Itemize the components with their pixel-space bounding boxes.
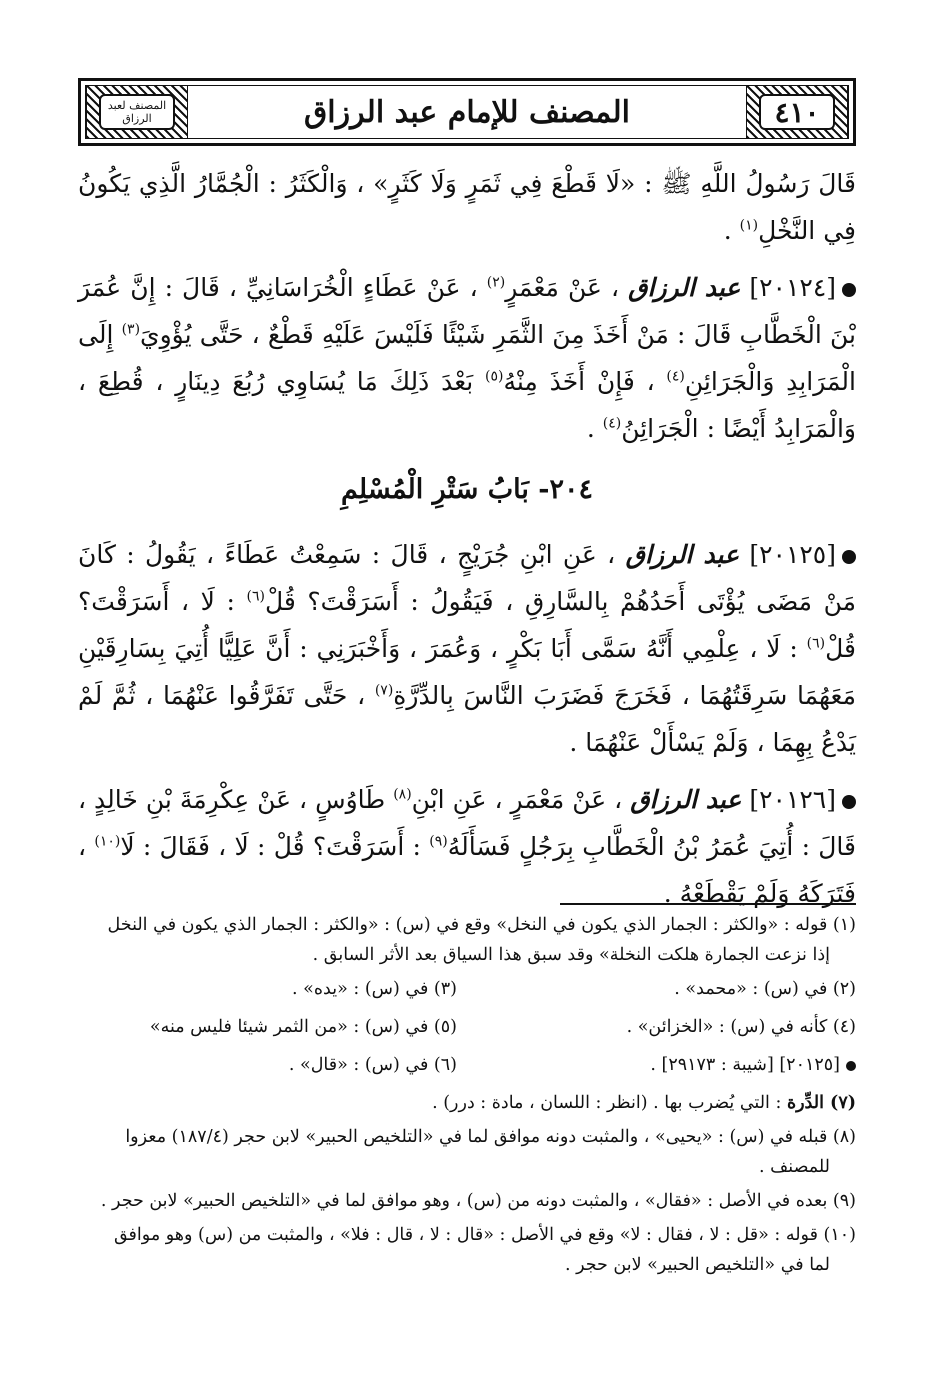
bullet-icon	[846, 1061, 856, 1071]
author-name: عبد الرزاق	[628, 273, 741, 302]
footnote-ref[interactable]: (٦)	[246, 588, 265, 605]
hadith-20126: [٢٠١٢٦] عبد الرزاق ، عَنْ مَعْمَرٍ ، عَنِ ابْنِ$^{(٨)}$ طَاوُسٍ ، عَنْ عِكْرِمَةَ بْنِ خَالِدٍ ، قَالَ : أُتِيَ عُمَرُ بْنُ الْخَطَّابِ بِرَجُلٍ فَسَأَلَهُ$^{(٩)}$ : أَسَرَقْتَ؟ قُلْ : لَا ، فَقَالَ : لَا$^{(١٠)}$ ، فَتَرَكَهُ وَلَمْ يَقْطَعْهُ .	[78, 785, 856, 908]
footnote-ref[interactable]: (١٠)	[94, 833, 121, 850]
footnote-ref[interactable]: (٣)	[121, 321, 141, 338]
page-header	[78, 78, 856, 146]
footnotes	[78, 910, 856, 1284]
footnote-1: (١) قوله : «والكثر : الجمار الذي يكون في النخل» وقع في (س) : «والكثر : الجمار الذي يكون في النخل إذا نزعت الجمارة هلكت النخلة» وقد سبق هذا السياق بعد الأثر السابق .	[107, 915, 856, 965]
hadith-20124: [٢٠١٢٤] عبد الرزاق ، عَنْ مَعْمَرٍ$^{(٢)}$ ، عَنْ عَطَاءٍ الْخُرَاسَانِيِّ ، قَالَ : إِنَّ عُمَرَ بْنَ الْخَطَّابِ قَالَ : مَنْ أَخَذَ مِنَ الثَّمَرِ شَيْئًا فَلَيْسَ عَلَيْهِ قَطْعٌ ، حَتَّى يُؤْوِيَ$^{(٣)}$ إِلَى الْمَرَابِدِ وَالْجَرَائِنِ$^{(٤)}$ ، فَإِنْ أَخَذَ مِنْهُ$^{(٥)}$ بَعْدَ ذَلِكَ مَا يُسَاوِي رُبُعَ دِينَارٍ ، قُطِعَ ، وَالْمَرَابِدُ أَيْضًا : الْجَرَائِنُ$^{(٤)}$ .	[78, 273, 856, 443]
author-name: عبد الرزاق	[630, 785, 742, 814]
footnote-divider	[560, 903, 856, 905]
footnote-5: (٥) في (س) : «من الثمر شيئا فليس منه»	[149, 1017, 457, 1037]
page-number-box	[759, 94, 835, 130]
footnote-ref[interactable]: (٥)	[485, 368, 504, 385]
author-name: عبد الرزاق	[625, 540, 739, 569]
footnote-ref[interactable]: (٧)	[374, 682, 394, 699]
footnote-8: (٨) قبله في (س) : «يحيى» ، والمثبت دونه موافق لما في «التلخيص الحبير» لابن حجر (١٨٧/٤) معزوا للمصنف .	[125, 1127, 856, 1177]
ornament-left	[86, 86, 188, 138]
ornament-right	[746, 86, 848, 138]
hadith-number: [٢٠١٢٤]	[749, 273, 837, 302]
header-frame	[85, 85, 849, 139]
bullet-icon	[842, 795, 856, 809]
hadith-number: [٢٠١٢٦]	[749, 785, 836, 814]
footnote-ref[interactable]: (٨)	[393, 786, 412, 803]
footnote-ref[interactable]: (٩)	[429, 833, 448, 850]
bullet-icon	[842, 283, 856, 297]
footnote-7: (٧) الدِّرة : التي يُضرب بها . (انظر : اللسان ، مادة : درر) .	[432, 1093, 856, 1113]
footnote-ref[interactable]: (٤)	[602, 415, 622, 432]
footnote-ref[interactable]: (٤)	[666, 368, 685, 385]
footnote-ref[interactable]: (٢)	[486, 274, 506, 291]
main-text	[78, 160, 856, 927]
footnote-row-2-3	[78, 974, 856, 1004]
paragraph-intro: قَالَ رَسُولُ اللَّهِ ﷺ : «لَا قَطْعَ فِي ثَمَرٍ وَلَا كَثَرٍ» ، وَالْكَثَرُ : الْجُمَّارُ الَّذِي يَكُونُ فِي النَّخْلِ$^{(١)}$ .	[78, 169, 856, 245]
footnote-ref[interactable]: (٦)	[806, 635, 826, 652]
footnote-10: (١٠) قوله : «قل : لا ، فقال : لا» وقع في الأصل : «قال : لا ، قال : فلا» ، والمثبت من (س) وهو موافق لما في «التلخيص الحبير» لابن حجر .	[113, 1225, 856, 1275]
footnote-6: (٦) في (س) : «قال» .	[288, 1055, 457, 1075]
footnote-ref[interactable]: (١)	[739, 217, 759, 234]
footnote-3: (٣) في (س) : «يده» .	[292, 979, 457, 999]
footnote-row-ref-6	[78, 1050, 856, 1080]
page-number: ٤١٠	[774, 95, 820, 129]
running-title: المصنف للإمام عبد الرزاق	[304, 94, 630, 130]
footnote-2: (٢) في (س) : «محمد» .	[674, 979, 856, 999]
hadith-20125: [٢٠١٢٥] عبد الرزاق ، عَنِ ابْنِ جُرَيْجٍ ، قَالَ : سَمِعْتُ عَطَاءً ، يَقُولُ : كَانَ مَنْ مَضَى يُؤْتَى أَحَدُهُمْ بِالسَّارِقِ ، فَيَقُولُ : أَسَرَقْتَ؟ قُلْ$^{(٦)}$ : لَا ، أَسَرَقْتَ؟ قُلْ$^{(٦)}$ : لَا ، عِلْمِي أَنَّهُ سَمَّى أَبَا بَكْرٍ ، وَعُمَرَ ، وَأَخْبَرَنِي : أَنَّ عَلِيًّا أُتِيَ بِسَارِقَيْنِ مَعَهُمَا سَرِقَتُهُمَا ، فَخَرَجَ فَضَرَبَ النَّاسَ بِالدِّرَّةِ$^{(٧)}$ ، حَتَّى تَفَرَّقُوا عَنْهُمَا ، ثُمَّ لَمْ يَدْعُ بِهِمَا ، وَلَمْ يَسْأَلْ عَنْهُمَا .	[78, 540, 857, 757]
footnote-9: (٩) بعده في الأصل : «فقال» ، والمثبت دونه من (س) ، وهو موافق لما في «التلخيص الحبير» لابن حجر .	[100, 1191, 856, 1211]
hadith-number: [٢٠١٢٥]	[749, 540, 836, 569]
chapter-title: ٢٠٤- بَابُ سَتْرِ الْمُسْلِمِ	[340, 474, 594, 505]
book-emblem	[99, 94, 175, 130]
footnote-4: (٤) كأنه في (س) : «الخزائن» .	[626, 1017, 856, 1037]
bullet-icon	[842, 550, 856, 564]
footnote-row-4-5	[78, 1012, 856, 1042]
reference-20125: [٢٠١٢٥] [شيبة : ٢٩١٧٣] .	[477, 1050, 856, 1080]
emblem-text: المصنف لعبد الرزاق	[107, 99, 167, 125]
